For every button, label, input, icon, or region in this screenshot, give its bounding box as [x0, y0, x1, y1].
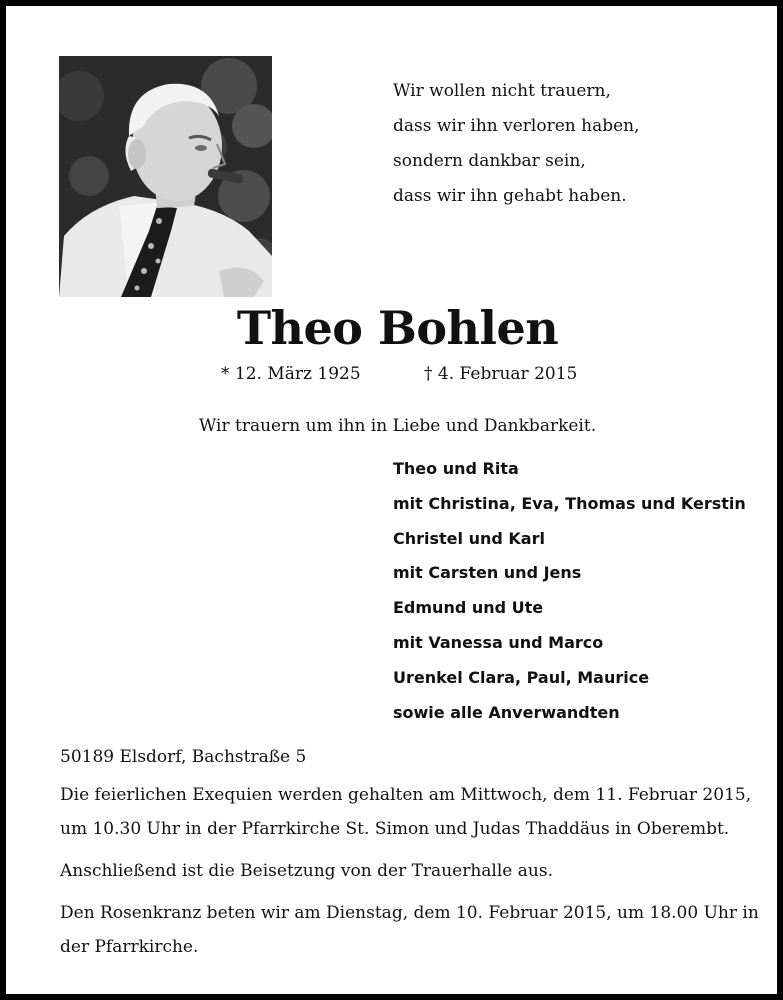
service-info: [60, 744, 759, 964]
poem-line: dass wir ihn verloren haben,: [393, 116, 640, 136]
family-list: [393, 452, 746, 730]
mourning-line: Wir trauern um ihn in Liebe und Dankbarkeit.: [198, 416, 597, 436]
family-entry: mit Carsten und Jens: [393, 563, 582, 583]
family-entry: mit Vanessa und Marco: [393, 632, 604, 652]
exequien-line-1: Die feierlichen Exequien werden gehalten am Mittwoch, dem 11. Februar 2015,: [60, 785, 752, 805]
death-date: † 4. Februar 2015: [424, 364, 578, 384]
family-entry: mit Christina, Eva, Thomas und Kerstin: [393, 493, 746, 513]
portrait-photo: [59, 56, 272, 297]
address: 50189 Elsdorf, Bachstraße 5: [60, 747, 307, 767]
rosary-line-2: der Pfarrkirche.: [60, 937, 199, 957]
family-entry: Edmund und Ute: [393, 598, 544, 618]
family-entry: Urenkel Clara, Paul, Maurice: [393, 667, 650, 687]
deceased-name: Theo Bohlen: [236, 301, 559, 355]
poem: [393, 74, 640, 214]
burial-info: Anschließend ist die Beisetzung von der Trauerhalle aus.: [60, 861, 553, 881]
birth-date: * 12. März 1925: [221, 364, 361, 384]
family-entry: Theo und Rita: [393, 459, 519, 478]
family-entry: sowie alle Anverwandten: [393, 702, 620, 722]
rosary-line-1: Den Rosenkranz beten wir am Dienstag, dem 10. Februar 2015, um 18.00 Uhr in: [60, 903, 759, 923]
poem-line: dass wir ihn gehabt haben.: [393, 186, 627, 206]
paragraph-gap: [60, 846, 750, 854]
paragraph-gap: [60, 888, 750, 896]
poem-line: Wir wollen nicht trauern,: [393, 81, 611, 101]
family-entry: Christel und Karl: [393, 528, 545, 548]
exequien-line-2: um 10.30 Uhr in der Pfarrkirche St. Simon und Judas Thaddäus in Oberembt.: [60, 819, 730, 839]
poem-line: sondern dankbar sein,: [393, 151, 586, 171]
